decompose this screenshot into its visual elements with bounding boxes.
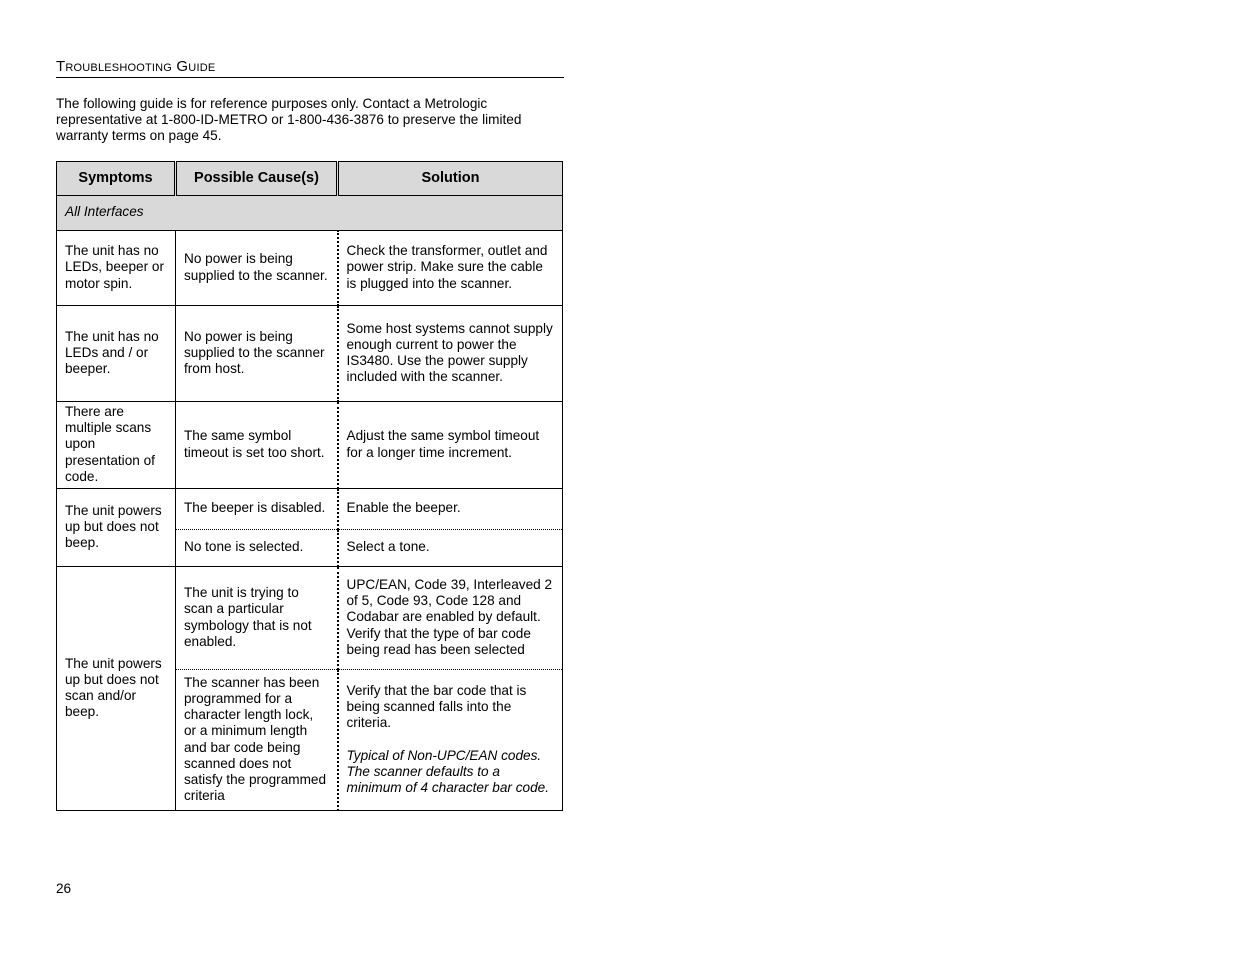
table-row bbox=[57, 402, 563, 489]
page-heading: Troubleshooting Guide bbox=[56, 58, 564, 78]
header-causes: Possible Cause(s) bbox=[176, 162, 338, 196]
cause-cell: The same symbol timeout is set too short. bbox=[176, 402, 338, 489]
cause-cell: The scanner has been programmed for a character length lock, or a minimum length and bar code being scanned does not satisfy the programmed criteria bbox=[176, 670, 338, 811]
symptom-cell: The unit has no LEDs and / or beeper. bbox=[57, 306, 176, 402]
solution-cell: Some host systems cannot supply enough current to power the IS3480. Use the power supply included with the scanner. bbox=[338, 306, 563, 402]
table-row bbox=[57, 489, 563, 530]
intro-paragraph: The following guide is for reference purposes only. Contact a Metrologic representative at 1-800-ID-METRO or 1-800-436-3876 to preserve the limited warranty terms on page 45. bbox=[56, 96, 522, 144]
table-header-row bbox=[57, 162, 563, 196]
page-number: 26 bbox=[56, 881, 72, 896]
solution-note: Typical of Non-UPC/EAN codes. The scanner defaults to a minimum of 4 character bar code. bbox=[346, 747, 549, 795]
solution-cell bbox=[338, 670, 563, 811]
cause-cell: The unit is trying to scan a particular symbology that is not enabled. bbox=[176, 567, 338, 670]
troubleshooting-table bbox=[56, 161, 563, 811]
solution-cell: Select a tone. bbox=[338, 530, 563, 567]
solution-cell: Enable the beeper. bbox=[338, 489, 563, 530]
cause-cell: The beeper is disabled. bbox=[176, 489, 338, 530]
table-row bbox=[57, 231, 563, 306]
section-label: All Interfaces bbox=[57, 196, 563, 231]
solution-cell: Adjust the same symbol timeout for a longer time increment. bbox=[338, 402, 563, 489]
symptom-cell: The unit powers up but does not beep. bbox=[57, 489, 176, 567]
table-row bbox=[57, 567, 563, 670]
section-row bbox=[57, 196, 563, 231]
cause-cell: No tone is selected. bbox=[176, 530, 338, 567]
solution-text: Verify that the bar code that is being scanned falls into the criteria. bbox=[346, 682, 527, 731]
header-solution: Solution bbox=[338, 162, 563, 196]
header-symptoms: Symptoms bbox=[57, 162, 176, 196]
cause-cell: No power is being supplied to the scanner. bbox=[176, 231, 338, 306]
symptom-cell: There are multiple scans upon presentation of code. bbox=[57, 402, 176, 489]
cause-cell: No power is being supplied to the scanner from host. bbox=[176, 306, 338, 402]
table-row bbox=[57, 306, 563, 402]
solution-cell: Check the transformer, outlet and power strip. Make sure the cable is plugged into the scanner. bbox=[338, 231, 563, 306]
symptom-cell: The unit powers up but does not scan and/or beep. bbox=[57, 567, 176, 811]
symptom-cell: The unit has no LEDs, beeper or motor spin. bbox=[57, 231, 176, 306]
solution-cell: UPC/EAN, Code 39, Interleaved 2 of 5, Code 93, Code 128 and Codabar are enabled by default. Verify that the type of bar code being read has been selected bbox=[338, 567, 563, 670]
